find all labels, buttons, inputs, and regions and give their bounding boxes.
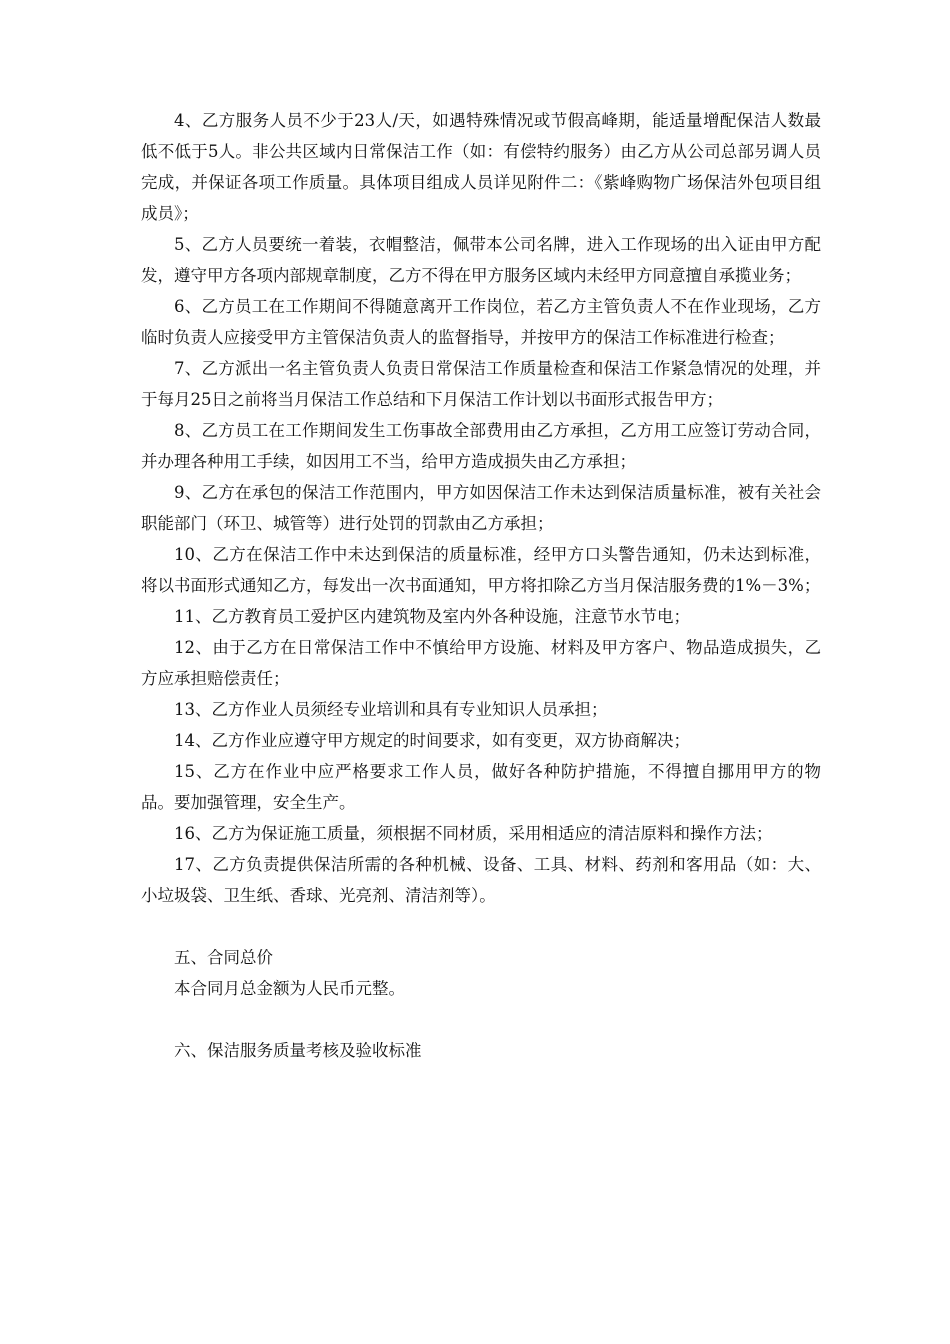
- clause-12: 12、由于乙方在日常保洁工作中不慎给甲方设施、材料及甲方客户、物品造成损失，乙方应承担赔偿责任；: [141, 638, 821, 688]
- clause-7: 7、乙方派出一名主管负责人负责日常保洁工作质量检查和保洁工作紧急情况的处理，并于每月25日之前将当月保洁工作总结和下月保洁工作计划以书面形式报告甲方；: [141, 359, 821, 409]
- clause-10: 10、乙方在保洁工作中未达到保洁的质量标准，经甲方口头警告通知，仍未达到标准，将以书面形式通知乙方，每发出一次书面通知，甲方将扣除乙方当月保洁服务费的1%－3%；: [141, 545, 821, 595]
- document-page: [141, 105, 821, 1066]
- clause-8: 8、乙方员工在工作期间发生工伤事故全部费用由乙方承担，乙方用工应签订劳动合同，并办理各种用工手续，如因用工不当，给甲方造成损失由乙方承担；: [141, 421, 821, 471]
- clause-16: 16、乙方为保证施工质量，须根据不同材质，采用相适应的清洁原料和操作方法；: [174, 824, 773, 843]
- section-spacer: [141, 911, 821, 942]
- section-5-heading: 五、合同总价: [174, 948, 273, 967]
- clause-14: 14、乙方作业应遵守甲方规定的时间要求，如有变更，双方协商解决；: [174, 731, 690, 750]
- clause-5: 5、乙方人员要统一着装，衣帽整洁，佩带本公司名牌，进入工作现场的出入证由甲方配发，遵守甲方各项内部规章制度，乙方不得在甲方服务区域内未经甲方同意擅自承揽业务；: [141, 235, 821, 285]
- section-5-body: 本合同月总金额为人民币元整。: [174, 979, 405, 998]
- clause-15: 15、乙方在作业中应严格要求工作人员，做好各种防护措施，不得擅自挪用甲方的物品。要加强管理，安全生产。: [141, 762, 821, 812]
- clause-9: 9、乙方在承包的保洁工作范围内，甲方如因保洁工作未达到保洁质量标准，被有关社会职能部门（环卫、城管等）进行处罚的罚款由乙方承担；: [141, 483, 821, 533]
- clause-6: 6、乙方员工在工作期间不得随意离开工作岗位，若乙方主管负责人不在作业现场，乙方临时负责人应接受甲方主管保洁负责人的监督指导，并按甲方的保洁工作标准进行检查；: [141, 297, 821, 347]
- section-spacer: [141, 1004, 821, 1035]
- clause-13: 13、乙方作业人员须经专业培训和具有专业知识人员承担；: [174, 700, 608, 719]
- clause-11: 11、乙方教育员工爱护区内建筑物及室内外各种设施，注意节水节电；: [174, 607, 690, 626]
- section-6-heading: 六、保洁服务质量考核及验收标准: [174, 1041, 422, 1060]
- clause-17: 17、乙方负责提供保洁所需的各种机械、设备、工具、材料、药剂和客用品（如：大、小垃圾袋、卫生纸、香球、光亮剂、清洁剂等）。: [141, 855, 821, 905]
- clause-4: 4、乙方服务人员不少于23人/天，如遇特殊情况或节假高峰期，能适量增配保洁人数最低不低于5人。非公共区域内日常保洁工作（如：有偿特约服务）由乙方从公司总部另调人员完成，并保证各项工作质量。具体项目组成人员详见附件二：《紫峰购物广场保洁外包项目组成员》；: [141, 111, 821, 223]
